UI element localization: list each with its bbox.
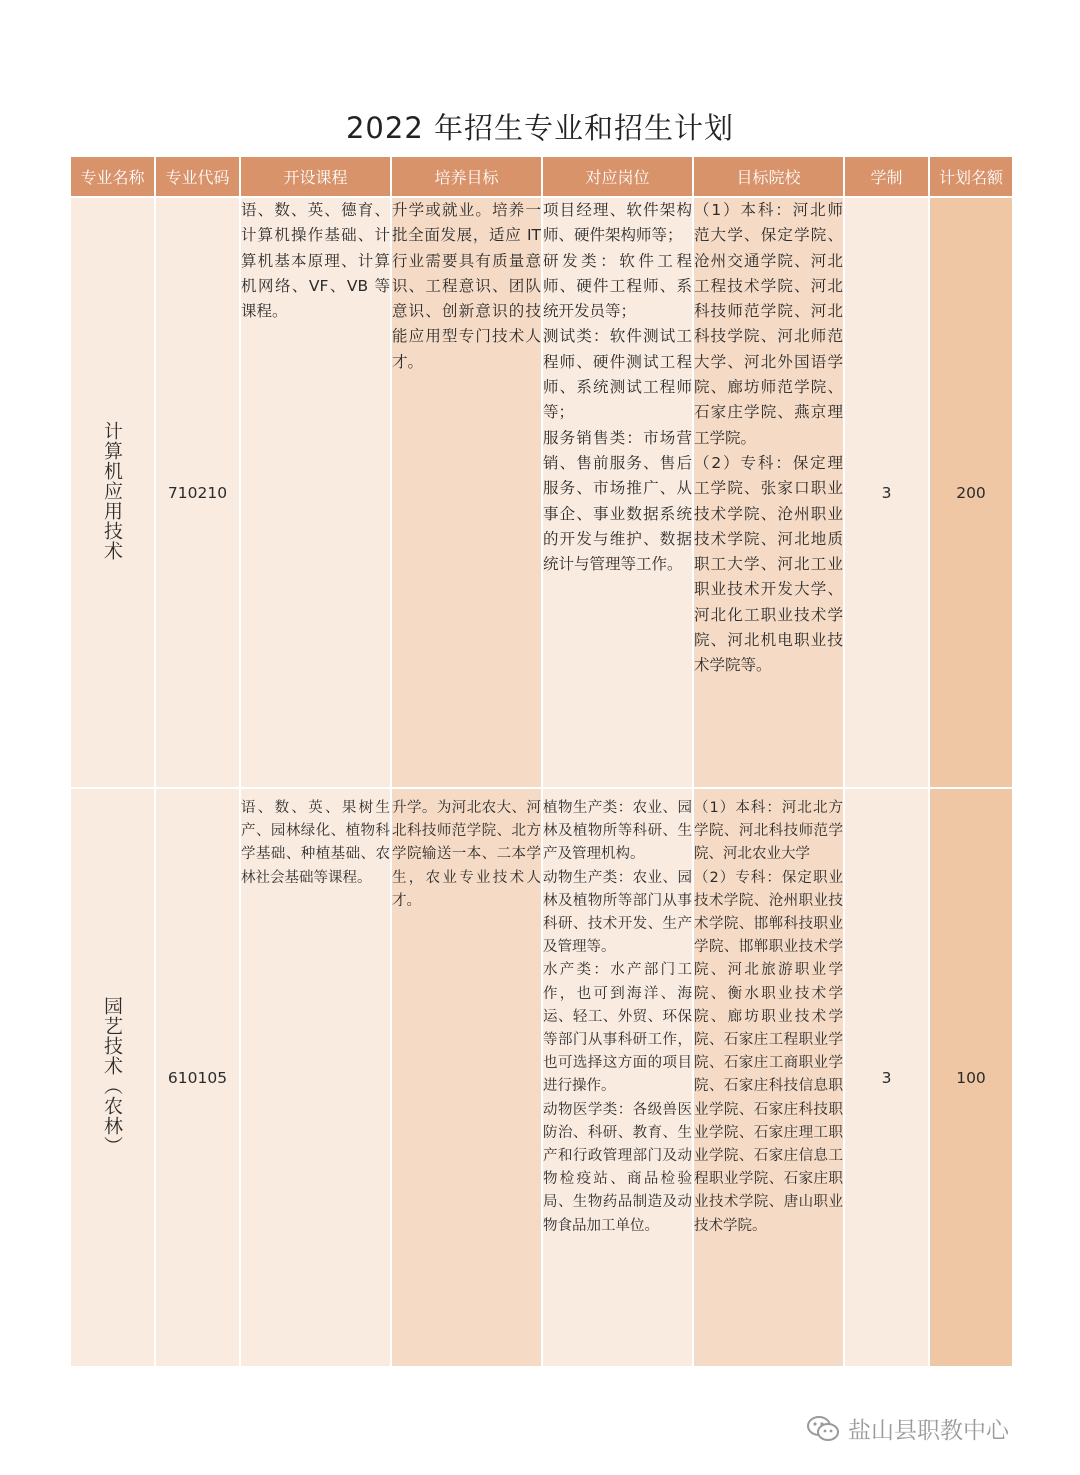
quota-value: 200 bbox=[929, 197, 1012, 788]
header-courses: 开设课程 bbox=[240, 157, 391, 197]
school-group: （2）专科：保定职业技术学院、沧州职业技术学院、邯郸科技职业学院、邯郸职业技术学院、河北旅游职业学院、衡水职业技术学院、廊坊职业技术学院、石家庄工程职业学院、石家庄工商职业学院、石家庄科技信息职业学院、石家庄科技职业学院、石家庄理工职业学院、石家庄信息工程职业学院、石家庄职业技术学院、唐山职业技术学院。 bbox=[694, 869, 843, 1234]
header-target-schools: 目标院校 bbox=[693, 157, 844, 197]
major-name-cell bbox=[71, 788, 155, 1366]
major-name: 园艺技术（农林） bbox=[101, 995, 123, 1156]
major-code: 610105 bbox=[155, 788, 240, 1366]
page-title: 2022 年招生专业和招生计划 bbox=[345, 111, 735, 145]
position-item: 研发类：软件工程师、硬件工程师、系统开发员等； bbox=[543, 251, 692, 321]
wechat-watermark bbox=[806, 1412, 1009, 1445]
positions-cell bbox=[542, 197, 693, 788]
years-value: 3 bbox=[844, 197, 929, 788]
school-group: （1）本科：河北北方学院、河北科技师范学院、河北农业大学 bbox=[694, 800, 843, 863]
position-item: 项目经理、软件架构师、硬件架构师等； bbox=[543, 201, 692, 245]
table-row bbox=[71, 197, 1012, 788]
position-item: 动物生产类：农业、园林及植物所等部门从事科研、技术开发、生产及管理等。 bbox=[543, 869, 692, 956]
account-name: 盐山县职教中心 bbox=[848, 1418, 1009, 1444]
schools-cell bbox=[693, 788, 844, 1366]
header-positions: 对应岗位 bbox=[542, 157, 693, 197]
enrollment-table bbox=[71, 157, 1012, 1366]
position-item: 动物医学类：各级兽医防治、科研、教育、生产和行政管理部门及动物检疫站、商品检验局、生物药品制造及动物食品加工单位。 bbox=[543, 1101, 692, 1234]
wechat-icon bbox=[806, 1415, 840, 1443]
major-code: 710210 bbox=[155, 197, 240, 788]
school-group: （1）本科：河北师范大学、保定学院、沧州交通学院、河北工程技术学院、河北科技师范学院、河北科技学院、河北师范大学、河北外国语学院、廊坊师范学院、石家庄学院、燕京理工学院。 bbox=[694, 201, 843, 447]
schools-cell bbox=[693, 197, 844, 788]
header-major-code: 专业代码 bbox=[155, 157, 240, 197]
goal-cell: 升学。为河北农大、河北科技师范学院、北方学院输送一本、二本学生，农业专业技术人才。 bbox=[391, 788, 542, 1366]
header-years: 学制 bbox=[844, 157, 929, 197]
major-name: 计算机应用技术 bbox=[101, 420, 123, 561]
position-item: 植物生产类：农业、园林及植物所等科研、生产及管理机构。 bbox=[543, 800, 692, 863]
major-name-cell bbox=[71, 197, 155, 788]
position-item: 测试类：软件测试工程师、硬件测试工程师、系统测试工程师等； bbox=[543, 327, 692, 422]
header-quota: 计划名额 bbox=[929, 157, 1012, 197]
courses-cell: 语、数、英、果树生产、园林绿化、植物科学基础、种植基础、农林社会基础等课程。 bbox=[240, 788, 391, 1366]
header-goal: 培养目标 bbox=[391, 157, 542, 197]
header-major-name: 专业名称 bbox=[71, 157, 155, 197]
position-item: 水产类：水产部门工作，也可到海洋、海运、轻工、外贸、环保等部门从事科研工作，也可选择这方面的项目进行操作。 bbox=[543, 962, 692, 1095]
table-header-row bbox=[71, 157, 1012, 197]
position-item: 服务销售类：市场营销、售前服务、售后服务、市场推广、从事企、事业数据系统的开发与维护、数据统计与管理等工作。 bbox=[543, 428, 692, 574]
years-value: 3 bbox=[844, 788, 929, 1366]
school-group: （2）专科：保定理工学院、张家口职业技术学院、沧州职业技术学院、河北地质职工大学、河北工业职业技术开发大学、河北化工职业技术学院、河北机电职业技术学院等。 bbox=[694, 453, 843, 675]
courses-cell: 语、数、英、德育、计算机操作基础、计算机基本原理、计算机网络、VF、VB 等课程。 bbox=[240, 197, 391, 788]
goal-cell: 升学或就业。培养一批全面发展，适应 IT 行业需要具有质量意识、工程意识、团队意识、创新意识的技能应用型专门技术人才。 bbox=[391, 197, 542, 788]
positions-cell bbox=[542, 788, 693, 1366]
table-row bbox=[71, 788, 1012, 1366]
quota-value: 100 bbox=[929, 788, 1012, 1366]
